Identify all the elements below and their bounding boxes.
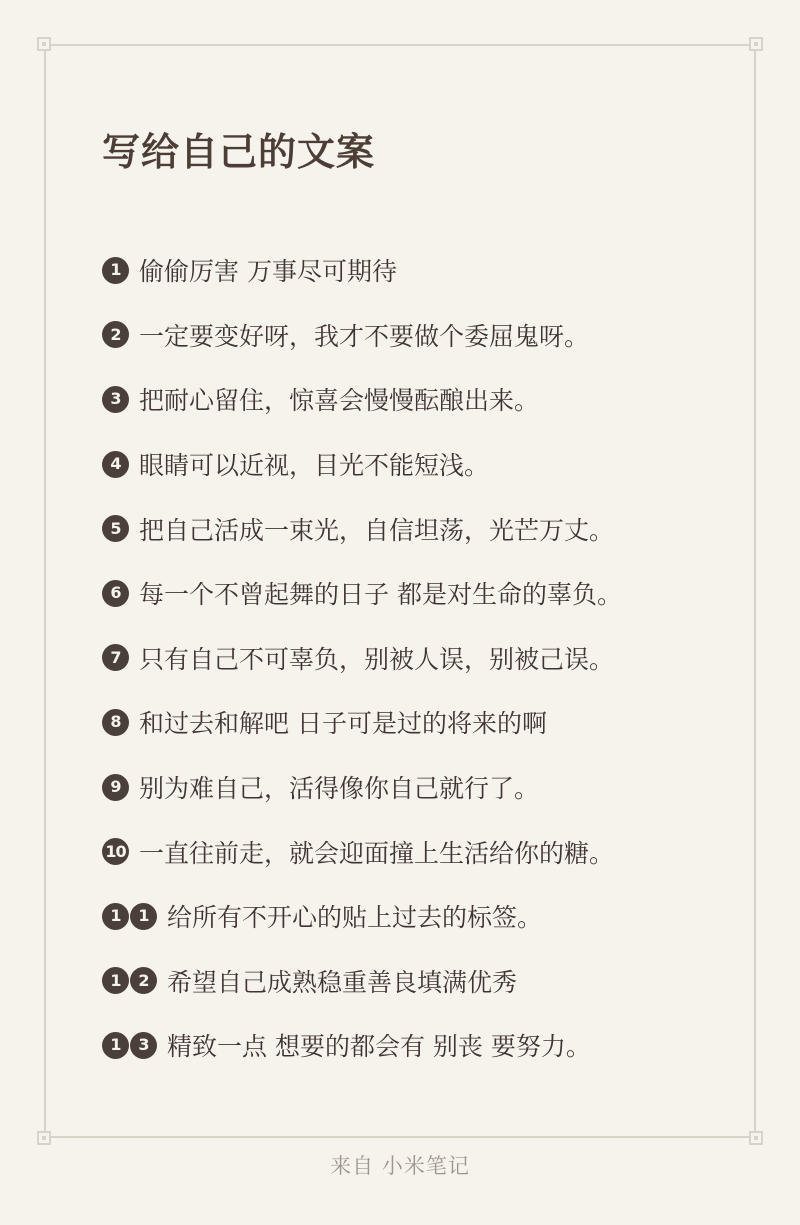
number-badge-icon: 6 [102, 580, 129, 607]
number-badge-icon: 1 [102, 257, 129, 284]
item-number [102, 321, 129, 348]
number-badge-icon: 1 [102, 1032, 129, 1059]
frame-corner-ornament [749, 37, 763, 51]
list-item [102, 238, 622, 303]
item-text: 和过去和解吧 日子可是过的将来的啊 [139, 709, 547, 739]
item-text: 把自己活成一束光，自信坦荡，光芒万丈。 [139, 515, 615, 545]
list-item [102, 496, 622, 561]
number-badge-icon: 10 [102, 838, 129, 865]
item-text: 把耐心留住，惊喜会慢慢酝酿出来。 [139, 386, 540, 416]
item-number [102, 1032, 157, 1059]
item-text: 一定要变好呀，我才不要做个委屈鬼呀。 [139, 321, 590, 351]
item-text: 只有自己不可辜负，别被人误，别被己误。 [139, 644, 615, 674]
frame-corner-ornament [37, 1131, 51, 1145]
item-number [102, 580, 129, 607]
number-badge-icon: 7 [102, 644, 129, 671]
item-number [102, 903, 157, 930]
list-item [102, 884, 622, 949]
number-badge-icon: 1 [102, 967, 129, 994]
list-item [102, 626, 622, 691]
source-footer: 来自 小米笔记 [330, 1154, 470, 1178]
number-badge-icon: 3 [130, 1032, 157, 1059]
number-badge-icon: 3 [102, 386, 129, 413]
item-text: 希望自己成熟稳重善良填满优秀 [167, 967, 518, 997]
list-item [102, 819, 622, 884]
item-number [102, 709, 129, 736]
item-number [102, 257, 129, 284]
frame-corner-ornament [749, 1131, 763, 1145]
list-item [102, 561, 622, 626]
number-badge-icon: 4 [102, 451, 129, 478]
list-item [102, 432, 622, 497]
list-item [102, 367, 622, 432]
item-number [102, 515, 129, 542]
number-badge-icon: 2 [102, 321, 129, 348]
item-number [102, 644, 129, 671]
list-item [102, 303, 622, 368]
item-text: 精致一点 想要的都会有 别丧 要努力。 [167, 1032, 591, 1062]
number-badge-icon: 2 [130, 967, 157, 994]
list-item [102, 1013, 622, 1078]
list-item [102, 755, 622, 820]
item-number [102, 774, 129, 801]
number-badge-icon: 1 [102, 903, 129, 930]
list-item [102, 949, 622, 1014]
item-number [102, 451, 129, 478]
number-badge-icon: 8 [102, 709, 129, 736]
item-text: 每一个不曾起舞的日子 都是对生命的辜负。 [139, 580, 622, 610]
item-number [102, 967, 157, 994]
item-text: 眼睛可以近视，目光不能短浅。 [139, 451, 490, 481]
frame-corner-ornament [37, 37, 51, 51]
item-text: 给所有不开心的贴上过去的标签。 [167, 903, 543, 933]
quote-list [102, 238, 622, 1078]
number-badge-icon: 5 [102, 515, 129, 542]
item-text: 一直往前走，就会迎面撞上生活给你的糖。 [139, 838, 615, 868]
list-item [102, 690, 622, 755]
number-badge-icon: 1 [130, 903, 157, 930]
item-text: 偷偷厉害 万事尽可期待 [139, 257, 397, 287]
item-number [102, 386, 129, 413]
number-badge-icon: 9 [102, 774, 129, 801]
item-number [102, 838, 129, 865]
page-title: 写给自己的文案 [102, 130, 376, 174]
item-text: 别为难自己，活得像你自己就行了。 [139, 774, 540, 804]
